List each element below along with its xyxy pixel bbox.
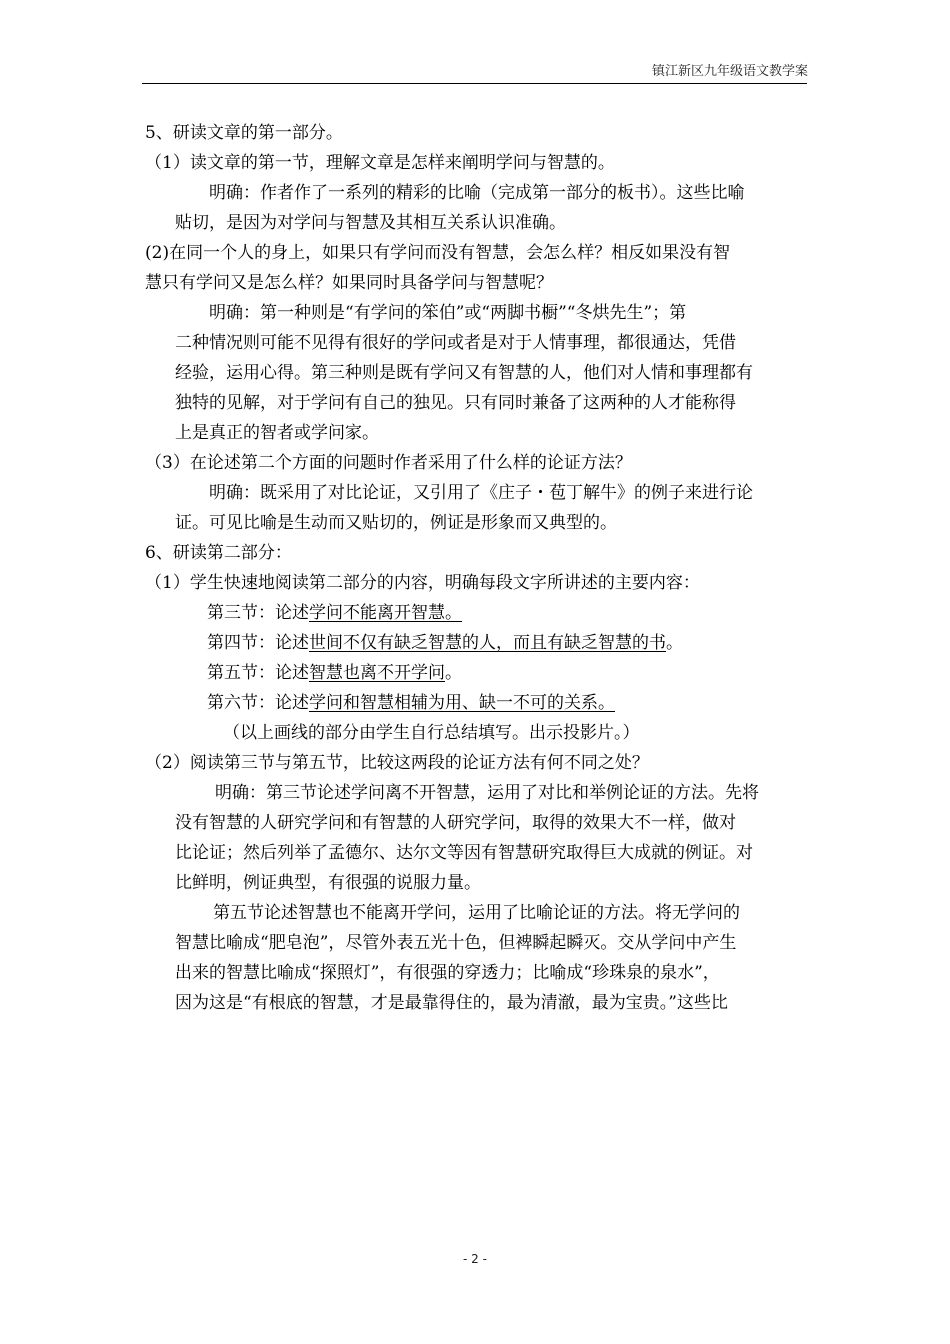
- text-line: [145, 658, 810, 688]
- text-segment: 比论证；然后列举了孟德尔、达尔文等因有智慧研究取得巨大成就的例证。对: [175, 843, 753, 863]
- text-segment: 独特的见解，对于学问有自己的独见。只有同时兼备了这两种的人才能称得: [175, 393, 736, 413]
- text-segment: 5、研读文章的第一部分。: [145, 123, 343, 143]
- underlined-answer: 学问和智慧相辅为用、缺一不可的关系。: [309, 693, 615, 713]
- underlined-answer: 世间不仅有缺乏智慧的人，而且有缺乏智慧的书: [309, 633, 666, 653]
- text-line: [145, 778, 810, 808]
- text-line: [145, 508, 810, 538]
- text-line: [145, 328, 810, 358]
- text-line: [145, 688, 810, 718]
- text-segment: 明确：第三节论述学问离不开智慧，运用了对比和举例论证的方法。先将: [215, 783, 759, 803]
- text-segment: 经验，运用心得。第三种则是既有学问又有智慧的人，他们对人情和事理都有: [175, 363, 753, 383]
- text-segment: 第四节：论述: [207, 633, 309, 653]
- text-line: [145, 118, 810, 148]
- text-segment: 第三节：论述: [207, 603, 309, 623]
- text-segment: 证。可见比喻是生动而又贴切的，例证是形象而又典型的。: [175, 513, 617, 533]
- text-line: [145, 478, 810, 508]
- page-number: - 2 -: [463, 1252, 487, 1266]
- text-line: [145, 268, 810, 298]
- text-segment: 第五节：论述: [207, 663, 309, 683]
- text-line: [145, 838, 810, 868]
- text-line: [145, 358, 810, 388]
- text-line: [145, 898, 810, 928]
- text-line: [145, 598, 810, 628]
- text-line: [145, 418, 810, 448]
- text-segment: （1）学生快速地阅读第二部分的内容，明确每段文字所讲述的主要内容：: [145, 573, 700, 593]
- text-segment: （2）阅读第三节与第五节，比较这两段的论证方法有何不同之处？: [145, 753, 649, 773]
- text-line: [145, 178, 810, 208]
- text-line: [145, 958, 810, 988]
- text-segment: （3）在论述第二个方面的问题时作者采用了什么样的论证方法？: [145, 453, 632, 473]
- text-line: [145, 538, 810, 568]
- page-header-title: 镇江新区九年级语文教学案: [651, 64, 808, 79]
- text-line: [145, 298, 810, 328]
- text-segment: 明确：作者作了一系列的精彩的比喻（完成第一部分的板书）。这些比喻: [209, 183, 745, 203]
- text-line: [145, 808, 810, 838]
- header-divider: [142, 83, 807, 84]
- text-segment: （以上画线的部分由学生自行总结填写。出示投影片。）: [223, 723, 640, 743]
- text-segment: (2)在同一个人的身上，如果只有学问而没有智慧，会怎么样？相反如果没有智: [145, 243, 731, 263]
- text-segment: 没有智慧的人研究学问和有智慧的人研究学问，取得的效果大不一样，做对: [175, 813, 736, 833]
- text-line: [145, 448, 810, 478]
- text-line: [145, 748, 810, 778]
- text-line: [145, 868, 810, 898]
- text-segment: 比鲜明，例证典型，有很强的说服力量。: [175, 873, 481, 893]
- text-segment: 。: [445, 663, 462, 683]
- text-segment: 第六节：论述: [207, 693, 309, 713]
- text-line: [145, 928, 810, 958]
- text-line: [145, 388, 810, 418]
- text-line: [145, 208, 810, 238]
- text-segment: 6、研读第二部分：: [145, 543, 292, 563]
- text-line: [145, 568, 810, 598]
- underlined-answer: 学问不能离开智慧。: [309, 603, 462, 623]
- text-segment: 。: [666, 633, 683, 653]
- text-line: [145, 718, 810, 748]
- text-line: [145, 148, 810, 178]
- text-segment: 二种情况则可能不见得有很好的学问或者是对于人情事理，都很通达，凭借: [175, 333, 736, 353]
- text-segment: 慧只有学问又是怎么样？如果同时具备学问与智慧呢？: [145, 273, 553, 293]
- document-body: [145, 118, 810, 1018]
- text-segment: 第五节论述智慧也不能离开学问，运用了比喻论证的方法。将无学问的: [213, 903, 740, 923]
- text-line: [145, 238, 810, 268]
- underlined-answer: 智慧也离不开学问: [309, 663, 445, 683]
- text-segment: （1）读文章的第一节，理解文章是怎样来阐明学问与智慧的。: [145, 153, 615, 173]
- text-segment: 因为这是“有根底的智慧，才是最靠得住的，最为清澈，最为宝贵。”这些比: [175, 993, 728, 1013]
- text-segment: 贴切，是因为对学问与智慧及其相互关系认识准确。: [175, 213, 566, 233]
- text-line: [145, 988, 810, 1018]
- text-segment: 明确：第一种则是“有学问的笨伯”或“两脚书橱”“冬烘先生”；第: [209, 303, 687, 323]
- text-line: [145, 628, 810, 658]
- text-segment: 明确：既采用了对比论证，又引用了《庄子・苞丁解牛》的例子来进行论: [209, 483, 753, 503]
- text-segment: 上是真正的智者或学问家。: [175, 423, 379, 443]
- text-segment: 智慧比喻成“肥皂泡”，尽管外表五光十色，但裨瞬起瞬灭。交从学问中产生: [175, 933, 737, 953]
- text-segment: 出来的智慧比喻成“探照灯”，有很强的穿透力；比喻成“珍珠泉的泉水”，: [175, 963, 720, 983]
